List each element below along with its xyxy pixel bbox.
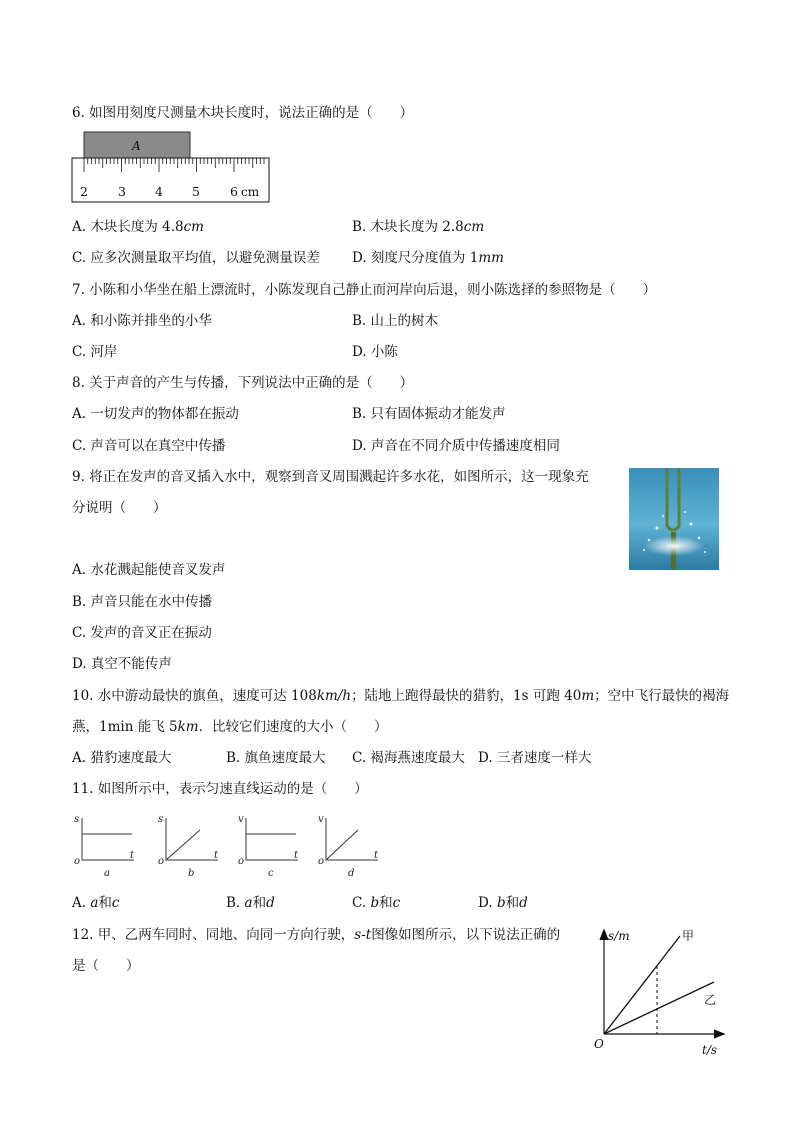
- q7-option-d[interactable]: D. 小陈: [352, 344, 398, 360]
- q6-option-b[interactable]: B. 木块长度为 2.8cm: [352, 219, 485, 235]
- q9-stem-line1: 9. 将正在发声的音叉插入水中，观察到音叉周围溅起许多水花，如图所示，这一现象充: [72, 469, 589, 485]
- q8-option-c[interactable]: C. 声音可以在真空中传播: [72, 438, 226, 454]
- q12-line-jia: [604, 936, 680, 1034]
- q11-graph-c-caption: c: [268, 868, 274, 879]
- q8-option-d[interactable]: D. 声音在不同介质中传播速度相同: [352, 438, 560, 454]
- q7-option-b[interactable]: B. 山上的树木: [352, 313, 439, 329]
- q9-option-d[interactable]: D. 真空不能传声: [72, 656, 172, 672]
- q12-origin: O: [594, 1037, 604, 1051]
- q10-option-a[interactable]: A. 猎豹速度最大: [72, 750, 172, 766]
- q8-stem: 8. 关于声音的产生与传播，下列说法中正确的是（ ）: [72, 375, 414, 391]
- q6-ruler-figure: [70, 128, 280, 206]
- q6-stem: 6. 如图用刻度尺测量木块长度时，说法正确的是（ ）: [72, 105, 414, 121]
- q11-graphs-figure: [70, 810, 390, 882]
- q12-series-yi-label: 乙: [704, 993, 717, 1007]
- q9-option-a[interactable]: A. 水花溅起能使音叉发声: [72, 562, 226, 578]
- q11-graph-b-ylabel: s: [158, 814, 164, 825]
- q9-option-b[interactable]: B. 声音只能在水中传播: [72, 594, 213, 610]
- q11-graph-a-xlabel: t: [130, 850, 135, 861]
- q9-option-c[interactable]: C. 发声的音叉正在振动: [72, 625, 212, 641]
- q11-graph-d-caption: d: [348, 868, 355, 879]
- q10-option-c[interactable]: C. 褐海燕速度最大: [352, 750, 465, 766]
- q11-graph-d-ylabel: v: [318, 814, 324, 825]
- q12-series-jia-label: 甲: [682, 929, 695, 943]
- q11-option-c[interactable]: C. b和c: [352, 895, 401, 911]
- q11-graph-d-origin: o: [318, 856, 325, 867]
- q10-option-d[interactable]: D. 三者速度一样大: [478, 750, 592, 766]
- q9-tuning-fork-photo: [629, 468, 719, 570]
- q6-tick-5: 5: [192, 184, 200, 199]
- q6-unit: cm: [241, 185, 260, 199]
- q12-line-yi: [604, 982, 717, 1034]
- q12-xlabel: t/s: [702, 1043, 718, 1057]
- q8-option-a[interactable]: A. 一切发声的物体都在振动: [72, 406, 239, 422]
- q6-option-d[interactable]: D. 刻度尺分度值为 1mm: [352, 250, 504, 266]
- q7-option-a[interactable]: A. 和小陈并排坐的小华: [72, 313, 212, 329]
- q11-stem: 11. 如图所示中，表示匀速直线运动的是（ ）: [72, 781, 368, 797]
- q9-stem-line2: 分说明（ ）: [72, 500, 167, 516]
- q11-graph-c-ylabel: v: [238, 814, 244, 825]
- q11-graph-a-origin: o: [74, 856, 81, 867]
- q11-graph-c-origin: o: [238, 856, 245, 867]
- q10-stem-line1: 10. 水中游动最快的旗鱼，速度可达 108km/h；陆地上跑得最快的猎豹，1s 可跑 40m；空中飞行最快的褐海: [72, 688, 730, 704]
- q6-tick-3: 3: [118, 184, 126, 199]
- q11-graph-a-ylabel: s: [74, 814, 80, 825]
- q7-stem: 7. 小陈和小华坐在船上漂流时，小陈发现自己静止而河岸向后退，则小陈选择的参照物是（ ）: [72, 282, 657, 298]
- q11-graph-b-caption: b: [188, 868, 195, 879]
- q10-stem-line2: 燕，1min 能飞 5km．比较它们速度的大小（ ）: [72, 719, 388, 735]
- q11-option-b[interactable]: B. a和d: [226, 895, 275, 911]
- q8-option-b[interactable]: B. 只有固体振动才能发声: [352, 406, 506, 422]
- q6-option-a[interactable]: A. 木块长度为 4.8cm: [72, 219, 204, 235]
- q6-ruler: [72, 158, 269, 202]
- q12-ylabel: s/m: [608, 929, 630, 943]
- q6-block-label: A: [132, 139, 141, 153]
- q6-tick-4: 4: [155, 184, 163, 199]
- q11-graph-a-caption: a: [104, 868, 110, 879]
- q6-option-c[interactable]: C. 应多次测量取平均值，以避免测量误差: [72, 250, 320, 266]
- q11-graph-b-origin: o: [158, 856, 165, 867]
- q11-graph-b-xlabel: t: [214, 850, 219, 861]
- q11-option-a[interactable]: A. a和c: [72, 895, 120, 911]
- q10-option-b[interactable]: B. 旗鱼速度最大: [226, 750, 326, 766]
- q6-tick-2: 2: [80, 184, 88, 199]
- q12-st-graph: [592, 924, 732, 1062]
- q11-graph-d-xlabel: t: [374, 850, 379, 861]
- q7-option-c[interactable]: C. 河岸: [72, 344, 118, 360]
- q12-stem-line1: 12. 甲、乙两车同时、同地、向同一方向行驶，s-t图像如图所示，以下说法正确的: [72, 927, 561, 943]
- q6-tick-6: 6: [230, 184, 238, 199]
- q11-option-d[interactable]: D. b和d: [478, 895, 528, 911]
- q11-graph-c-xlabel: t: [294, 850, 299, 861]
- q12-stem-line2: 是（ ）: [72, 958, 140, 974]
